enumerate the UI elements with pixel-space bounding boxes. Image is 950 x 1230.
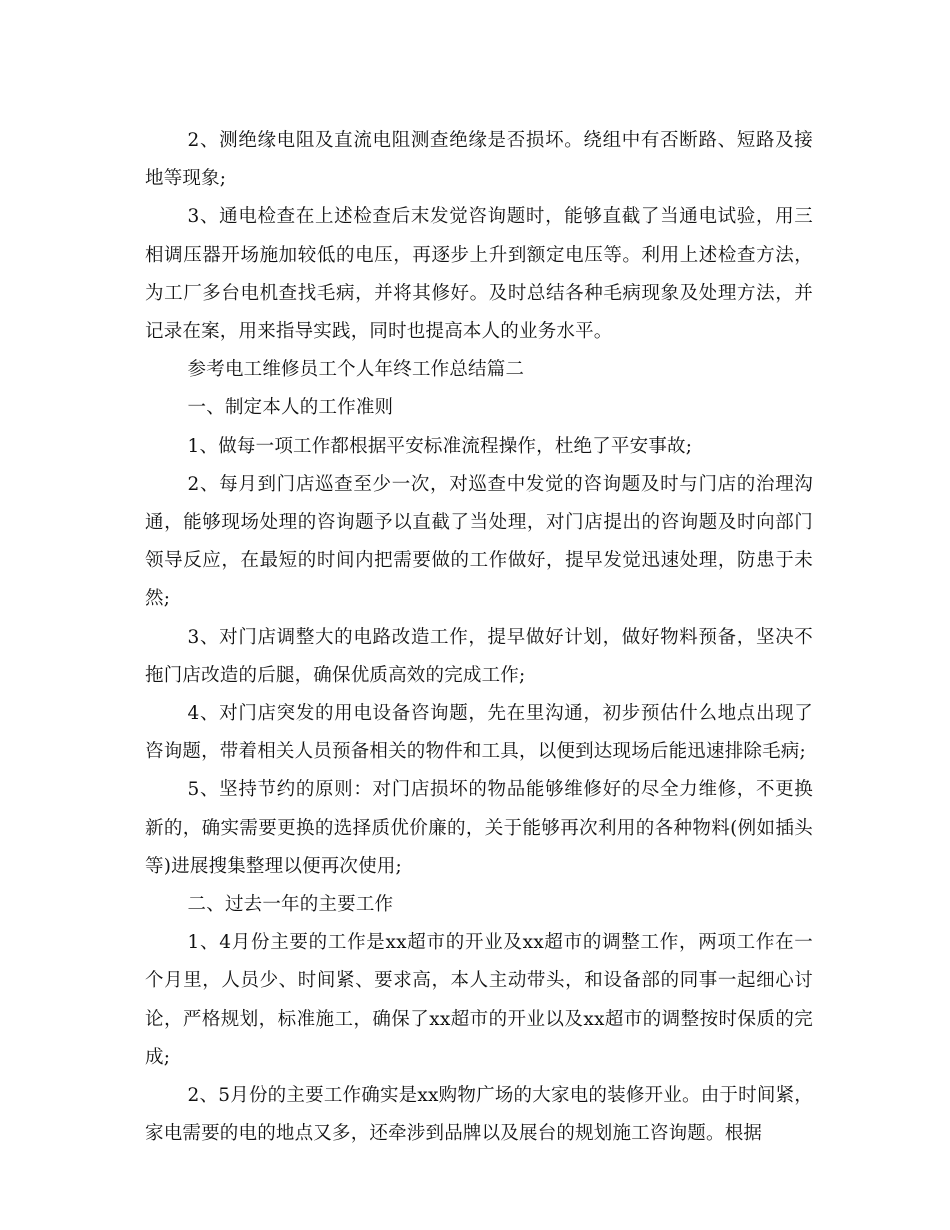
section-title-part-two: 参考电工维修员工个人年终工作总结篇二 [187,359,525,381]
heading-main-work: 二、过去一年的主要工作 [187,894,394,916]
heading-work-principles: 一、制定本人的工作准则 [187,397,394,419]
document-body [145,122,813,1153]
paragraph-monthly-inspection: 2、每月到门店巡查至少一次，对巡查中发觉的咨询题及时与门店的治理沟通，能够现场处理的咨询题予以直截了当处理，对门店提出的咨询题及时向部门领导反应，在最短的时间内把需要做的工作做好，提早发觉迅速处理，防患于未然; [145,473,813,610]
paragraph-power-on-check: 3、通电检查在上述检查后末发觉咨询题时，能够直截了当通电试验，用三相调压器开场施加较低的电压，再逐步上升到额定电压等。利用上述检查方法，为工厂多台电机查找毛病，并将其修好。及时总结各种毛病现象及处理方法，并记录在案，用来指导实践，同时也提高本人的业务水平。 [145,206,813,343]
paragraph-insulation-test: 2、测绝缘电阻及直流电阻测查绝缘是否损坏。绕组中有否断路、短路及接地等现象; [145,130,813,190]
paragraph-safety-standard: 1、做每一项工作都根据平安标准流程操作，杜绝了平安事故; [187,435,693,457]
paragraph-emergency-equipment: 4、对门店突发的用电设备咨询题，先在里沟通，初步预估什么地点出现了咨询题，带着相关人员预备相关的物件和工具，以便到达现场后能迅速排除毛病; [145,703,813,763]
paragraph-may-work: 2、5月份的主要工作确实是xx购物广场的大家电的装修开业。由于时间紧，家电需要的电的地点又多，还牵涉到品牌以及展台的规划施工咨询题。根据 [145,1085,813,1145]
paragraph-circuit-renovation: 3、对门店调整大的电路改造工作，提早做好计划，做好物料预备，坚决不拖门店改造的后腿，确保优质高效的完成工作; [145,626,813,686]
paragraph-april-work: 1、4月份主要的工作是xx超市的开业及xx超市的调整工作，两项工作在一个月里，人员少、时间紧、要求高，本人主动带头，和设备部的同事一起细心讨论，严格规划，标准施工，确保了xx超市的开业以及xx超市的调整按时保质的完成; [145,932,813,1068]
paragraph-saving-principle: 5、坚持节约的原则：对门店损坏的物品能够维修好的尽全力维修，不更换新的，确实需要更换的选择质优价廉的，关于能够再次利用的各种物料(例如插头等)进展搜集整理以便再次使用; [145,779,813,877]
